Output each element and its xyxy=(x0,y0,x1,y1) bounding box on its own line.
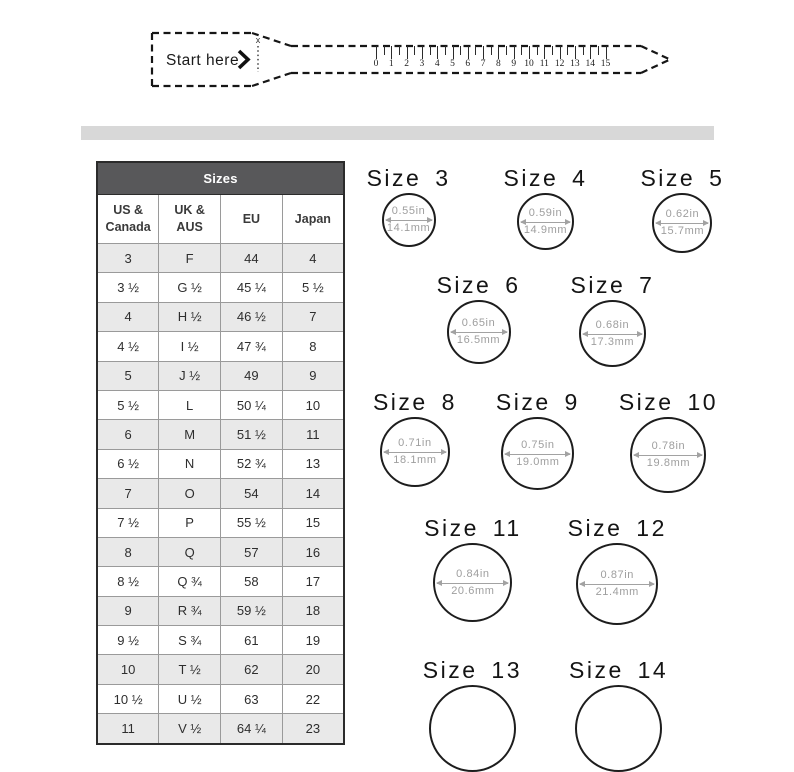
table-row xyxy=(97,420,344,449)
table-row xyxy=(97,273,344,302)
ring-size-title: Size 14 xyxy=(569,657,669,683)
table-cell: 5 ½ xyxy=(282,273,344,302)
ruler-number: 4 xyxy=(434,59,440,69)
diameter-arrow-icon xyxy=(580,584,654,585)
table-cell: 58 xyxy=(221,567,283,596)
table-row xyxy=(97,244,344,273)
diameter-mm: 20.6mm xyxy=(451,584,495,597)
ring-size-title: Size 12 xyxy=(567,515,667,541)
ring-size-title: Size 3 xyxy=(366,165,451,191)
table-cell: 11 xyxy=(282,420,344,449)
table-row xyxy=(97,626,344,655)
ring-item xyxy=(640,166,724,253)
ruler-number: 8 xyxy=(496,59,501,69)
ring-circle xyxy=(433,543,512,622)
diameter-mm: 19.8mm xyxy=(646,457,691,469)
table-cell: 17 xyxy=(282,567,344,596)
column-header-row xyxy=(97,195,344,244)
diameter-mm: 21.4mm xyxy=(595,586,639,598)
diameter-inches: 0.59in xyxy=(528,206,563,219)
ring-size-title: Size 11 xyxy=(424,515,522,541)
table-row xyxy=(97,302,344,331)
diameter-arrow-icon xyxy=(384,452,446,453)
ring-row xyxy=(358,658,733,772)
diameter-mm: 17.3mm xyxy=(590,335,635,348)
ring-circle xyxy=(429,685,516,772)
table-row xyxy=(97,714,344,744)
diameter-arrow-icon xyxy=(521,222,570,223)
ring-size-title: Size 8 xyxy=(372,389,457,415)
ruler-number: 10 xyxy=(524,59,534,69)
table-cell: F xyxy=(159,244,221,273)
table-cell: G ½ xyxy=(159,273,221,302)
ring-item xyxy=(568,516,667,625)
ring-item xyxy=(496,390,580,490)
ruler-number: 7 xyxy=(480,59,486,69)
ring-circle xyxy=(380,417,450,487)
diameter-arrow-icon xyxy=(583,334,642,335)
ring-circle xyxy=(447,300,511,364)
ring-size-title: Size 4 xyxy=(503,165,588,191)
diameter-inches: 0.65in xyxy=(461,317,496,329)
table-cell: 9 ½ xyxy=(97,626,159,655)
table-cell: 10 xyxy=(97,655,159,684)
diameter-mm: 15.7mm xyxy=(660,225,705,237)
table-row xyxy=(97,508,344,537)
ring-size-title: Size 9 xyxy=(495,389,580,415)
table-cell: 7 xyxy=(97,479,159,508)
table-cell: J ½ xyxy=(159,361,221,390)
table-cell: 6 ½ xyxy=(97,449,159,478)
ruler-number: 14 xyxy=(585,59,595,69)
table-cell: 4 xyxy=(97,302,159,331)
table-cell: 13 xyxy=(282,449,344,478)
table-cell: R ¾ xyxy=(159,596,221,625)
ruler-number: 13 xyxy=(570,59,580,69)
table-row xyxy=(97,567,344,596)
table-row xyxy=(97,332,344,361)
table-cell: 63 xyxy=(221,684,283,713)
table-row xyxy=(97,596,344,625)
table-cell: 49 xyxy=(221,361,283,390)
table-row xyxy=(97,655,344,684)
ruler-number: 6 xyxy=(465,59,471,69)
table-cell: 5 ½ xyxy=(97,390,159,419)
table-cell: Q xyxy=(159,537,221,566)
ring-item xyxy=(437,273,521,364)
table-row xyxy=(97,449,344,478)
ring-size-title: Size 5 xyxy=(640,165,725,191)
column-header: Japan xyxy=(282,195,344,244)
ring-circle xyxy=(652,193,712,253)
ring-size-title: Size 10 xyxy=(618,389,719,415)
diameter-mm: 14.9mm xyxy=(523,223,568,236)
diameter-arrow-icon xyxy=(634,455,702,456)
ruler-number: 3 xyxy=(419,59,425,69)
table-cell: 9 xyxy=(282,361,344,390)
table-cell: P xyxy=(159,508,221,537)
ring-circle xyxy=(576,543,658,625)
ring-item xyxy=(569,658,668,772)
table-row xyxy=(97,390,344,419)
table-cell: 8 xyxy=(97,537,159,566)
ruler-number: 15 xyxy=(600,59,611,69)
chevron-right-icon xyxy=(239,51,248,68)
ruler-number: 1 xyxy=(388,59,394,69)
ring-circle xyxy=(382,193,436,247)
diameter-inches: 0.84in xyxy=(456,567,490,580)
table-cell: H ½ xyxy=(159,302,221,331)
size-table-body xyxy=(97,244,344,744)
diameter-inches: 0.78in xyxy=(651,440,686,452)
table-cell: 8 ½ xyxy=(97,567,159,596)
ring-item xyxy=(504,166,588,250)
ruler-number: 0 xyxy=(373,59,379,69)
table-cell: 9 xyxy=(97,596,159,625)
table-cell: 7 xyxy=(282,302,344,331)
table-cell: 59 ½ xyxy=(221,596,283,625)
table-cell: I ½ xyxy=(159,332,221,361)
diameter-arrow-icon xyxy=(451,332,507,333)
table-cell: 54 xyxy=(221,479,283,508)
diameter-arrow-icon xyxy=(386,220,432,221)
ring-circle xyxy=(575,685,662,772)
table-row xyxy=(97,537,344,566)
ring-size-title: Size 7 xyxy=(570,272,655,298)
diameter-inches: 0.55in xyxy=(391,205,426,217)
table-cell: S ¾ xyxy=(159,626,221,655)
ring-size-title: Size 13 xyxy=(422,657,522,683)
ring-circle xyxy=(501,417,574,490)
diameter-arrow-icon xyxy=(437,583,508,584)
table-cell: 6 xyxy=(97,420,159,449)
rings-panel xyxy=(358,0,733,714)
ring-row xyxy=(358,390,733,493)
strip-neck-bottom xyxy=(252,73,291,86)
table-cell: 51 ½ xyxy=(221,420,283,449)
ruler-number: 2 xyxy=(404,59,409,69)
table-cell: 46 ½ xyxy=(221,302,283,331)
ruler-number: 5 xyxy=(450,59,455,69)
ruler-number: 11 xyxy=(539,59,549,69)
table-cell: 47 ¾ xyxy=(221,332,283,361)
ruler-number: 12 xyxy=(554,59,565,69)
table-cell: 11 xyxy=(97,714,159,744)
diameter-inches: 0.68in xyxy=(595,318,630,331)
diameter-mm: 14.1mm xyxy=(386,222,431,234)
table-cell: 3 xyxy=(97,244,159,273)
column-header: UK & AUS xyxy=(159,195,221,244)
table-cell: U ½ xyxy=(159,684,221,713)
ring-item xyxy=(619,390,718,493)
table-cell: 52 ¾ xyxy=(221,449,283,478)
table-cell: 19 xyxy=(282,626,344,655)
table-cell: Q ¾ xyxy=(159,567,221,596)
ring-circle xyxy=(517,193,574,250)
column-header: EU xyxy=(221,195,283,244)
diameter-mm: 19.0mm xyxy=(516,455,560,468)
table-cell: N xyxy=(159,449,221,478)
ring-row xyxy=(358,273,733,367)
table-cell: 15 xyxy=(282,508,344,537)
ruler-number: 9 xyxy=(511,59,517,69)
ring-circle xyxy=(630,417,706,493)
table-title: Sizes xyxy=(97,162,344,195)
ring-item xyxy=(373,390,457,487)
table-cell: M xyxy=(159,420,221,449)
table-cell: 16 xyxy=(282,537,344,566)
size-table xyxy=(96,161,345,745)
table-cell: 7 ½ xyxy=(97,508,159,537)
ring-size-title: Size 6 xyxy=(436,272,521,298)
column-header: US & Canada xyxy=(97,195,159,244)
table-row xyxy=(97,479,344,508)
table-cell: 57 xyxy=(221,537,283,566)
table-cell: 3 ½ xyxy=(97,273,159,302)
table-cell: 18 xyxy=(282,596,344,625)
table-cell: 45 ¼ xyxy=(221,273,283,302)
table-cell: 64 ¼ xyxy=(221,714,283,744)
diameter-inches: 0.87in xyxy=(600,569,635,581)
ring-item xyxy=(367,166,451,247)
ring-row xyxy=(358,516,733,625)
table-row xyxy=(97,684,344,713)
diameter-inches: 0.71in xyxy=(398,437,432,449)
ring-item xyxy=(571,273,655,367)
ring-circle xyxy=(579,300,646,367)
diameter-mm: 18.1mm xyxy=(393,454,437,466)
table-cell: 8 xyxy=(282,332,344,361)
diameter-inches: 0.62in xyxy=(665,208,700,220)
table-cell: 22 xyxy=(282,684,344,713)
table-cell: L xyxy=(159,390,221,419)
table-cell: 44 xyxy=(221,244,283,273)
table-cell: 10 xyxy=(282,390,344,419)
table-cell: 20 xyxy=(282,655,344,684)
table-cell: 55 ½ xyxy=(221,508,283,537)
cut-mark-x: x xyxy=(255,35,261,45)
diameter-inches: 0.75in xyxy=(521,438,555,451)
diameter-arrow-icon xyxy=(656,223,708,224)
table-cell: 14 xyxy=(282,479,344,508)
table-cell: 10 ½ xyxy=(97,684,159,713)
table-cell: 50 ¼ xyxy=(221,390,283,419)
table-cell: V ½ xyxy=(159,714,221,744)
table-row xyxy=(97,361,344,390)
ring-item xyxy=(424,516,522,622)
diameter-arrow-icon xyxy=(505,454,570,455)
table-cell: O xyxy=(159,479,221,508)
ring-row xyxy=(358,166,733,253)
table-cell: 4 xyxy=(282,244,344,273)
table-cell: 61 xyxy=(221,626,283,655)
table-cell: 62 xyxy=(221,655,283,684)
table-cell: 23 xyxy=(282,714,344,744)
start-here-label: Start here xyxy=(166,52,240,69)
table-cell: T ½ xyxy=(159,655,221,684)
table-cell: 5 xyxy=(97,361,159,390)
ring-item xyxy=(423,658,522,772)
table-cell: 4 ½ xyxy=(97,332,159,361)
diameter-mm: 16.5mm xyxy=(456,334,501,346)
